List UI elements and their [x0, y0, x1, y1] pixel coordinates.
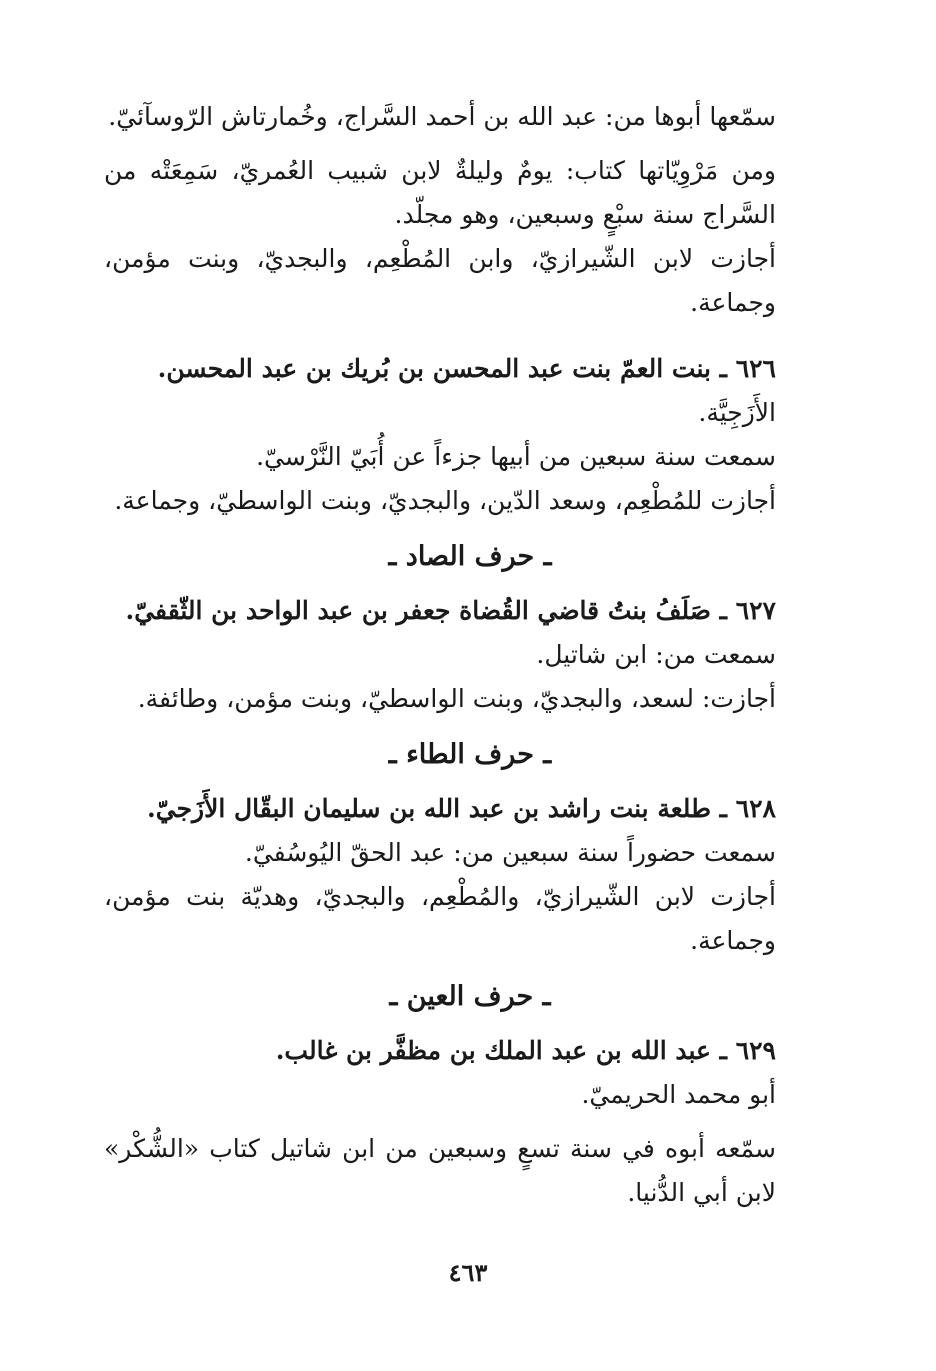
entry-629-text: أبو محمد الحريميّ. — [581, 1080, 776, 1109]
text-paragraph: أجازت لابن الشّيرازيّ، وابن المُطْعِم، والبجديّ، وبنت مؤمن، وجماعة. — [104, 244, 776, 317]
entry-626-text: أجازت للمُطْعِم، وسعد الدّين، والبجديّ، وبنت الواسطيّ، وجماعة. — [114, 486, 776, 515]
spacer — [104, 1117, 836, 1127]
entry-628-text: سمعت حضوراً سنة سبعين من: عبد الحقّ اليُوسُفيّ. — [244, 838, 776, 867]
text-line: سمّعها أبوها من: عبد الله بن أحمد السَّراج، وخُمارتاش الرّوسآئيّ. — [108, 102, 776, 131]
entry-626-text: سمعت سنة سبعين من أبيها جزءاً عن أُبَيّ النَّرْسيّ. — [256, 442, 776, 471]
spacer — [104, 325, 836, 347]
entry-629-text: سمّعه أبوه في سنة تسعٍ وسبعين من ابن شاتيل كتاب «الشُّكْر» لابن أبي الدُّنيا. — [104, 1134, 776, 1207]
section-heading-sad: ـ حرف الصاد ـ — [388, 541, 552, 572]
entry-626-nisba: الأَزَجِيَّة. — [698, 398, 776, 427]
entry-628-title: ٦٢٨ ـ طلعة بنت راشد بن عبد الله بن سليمان البقّال الأَزَجيّ. — [147, 794, 776, 823]
page-number: ٤٦٣ — [448, 1258, 488, 1287]
spacer — [104, 139, 836, 149]
entry-629-title: ٦٢٩ ـ عبد الله بن عبد الملك بن مظفَّر بن غالب. — [275, 1036, 776, 1065]
entry-628-text: أجازت لابن الشّيرازيّ، والمُطْعِم، والبجديّ، وهديّة بنت مؤمن، وجماعة. — [104, 882, 776, 955]
page-body — [104, 95, 836, 1215]
section-heading-ain: ـ حرف العين ـ — [389, 981, 551, 1012]
section-heading-ta: ـ حرف الطاء ـ — [388, 739, 552, 770]
entry-626-title: ٦٢٦ ـ بنت العمّ بنت عبد المحسن بن بُريك بن عبد المحسن. — [157, 354, 776, 383]
entry-627-text: أجازت: لسعد، والبجديّ، وبنت الواسطيّ، وبنت مؤمن، وطائفة. — [137, 684, 776, 713]
text-paragraph: ومن مَرْوِيّاتها كتاب: يومٌ وليلةٌ لابن شبيب العُمريّ، سَمِعَتْه من السَّراج سنة سبْعٍ وسبعين، وهو مجلّد. — [104, 156, 776, 229]
entry-627-text: سمعت من: ابن شاتيل. — [536, 640, 776, 669]
entry-627-title: ٦٢٧ ـ صَلَفُ بنتُ قاضي القُضاة جعفر بن عبد الواحد بن الثّقفيّ. — [125, 596, 776, 625]
